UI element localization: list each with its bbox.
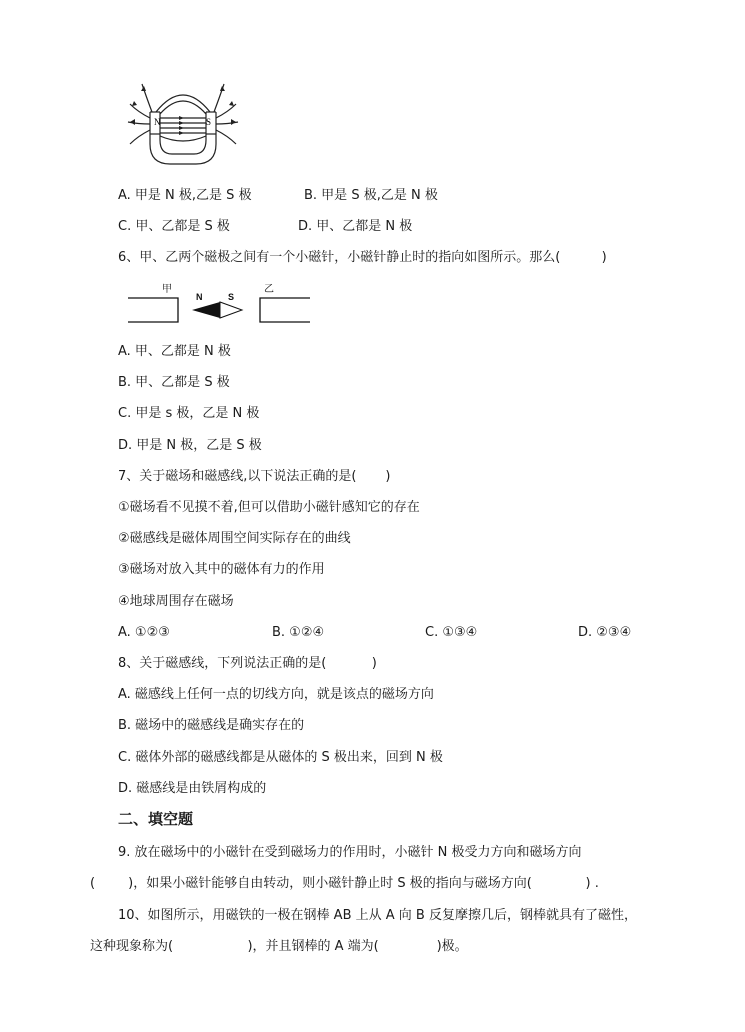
right-pole-label: 乙 [264,284,274,295]
q5-option-c: C. 甲、乙都是 S 极 [118,219,230,234]
q6-option-d: D. 甲是 N 极，乙是 S 极 [118,438,262,453]
q7-option-b: B. ①②④ [272,625,325,640]
q5-option-a: A. 甲是 N 极,乙是 S 极 [118,188,252,203]
q7-statement-2: ②磁感线是磁体周围空间实际存在的曲线 [118,531,351,546]
poles-needle-diagram [124,280,314,326]
q9-line-1: 9. 放在磁场中的小磁针在受到磁场力的作用时，小磁针 N 极受力方向和磁场方向 [118,845,582,860]
q8-option-c: C. 磁体外部的磁感线都是从磁体的 S 极出来，回到 N 极 [118,750,443,765]
q8-option-d: D. 磁感线是由铁屑构成的 [118,781,267,796]
n-pole-label: N [154,117,161,127]
q7-statement-3: ③磁场对放入其中的磁体有力的作用 [118,562,325,577]
q6-stem: 6、甲、乙两个磁极之间有一个小磁针，小磁针静止时的指向如图所示。那么( ) [118,250,607,265]
q5-option-b: B. 甲是 S 极,乙是 N 极 [304,188,438,203]
q6-option-a: A. 甲、乙都是 N 极 [118,344,231,359]
section-heading-fill-blank: 二、填空题 [118,810,194,828]
s-pole-label: S [206,117,212,127]
q7-statement-4: ④地球周围存在磁场 [118,594,234,609]
q7-option-d: D. ②③④ [578,625,632,640]
q8-stem: 8、关于磁感线，下列说法正确的是( ) [118,656,377,671]
q10-line-2: 这种现象称为( )，并且钢棒的 A 端为( )极。 [90,939,468,954]
q7-option-c: C. ①③④ [425,625,478,640]
q5-option-d: D. 甲、乙都是 N 极 [298,219,413,234]
q10-line-1: 10、如图所示，用磁铁的一极在钢棒 AB 上从 A 向 B 反复摩擦几后，钢棒就具有了磁性， [118,908,637,923]
q6-option-b: B. 甲、乙都是 S 极 [118,375,230,390]
u-magnet-field-diagram [124,74,242,170]
q9-line-2: ( )，如果小磁针能够自由转动，则小磁针静止时 S 极的指向与磁场方向( ) . [90,876,599,891]
needle-s-label: S [228,292,235,302]
left-pole-label: 甲 [162,284,172,295]
q7-option-a: A. ①②③ [118,625,170,640]
q8-option-a: A. 磁感线上任何一点的切线方向，就是该点的磁场方向 [118,687,434,702]
needle-n-label: N [196,292,203,302]
q8-option-b: B. 磁场中的磁感线是确实存在的 [118,718,305,733]
q7-stem: 7、关于磁场和磁感线,以下说法正确的是( ) [118,469,391,484]
q6-option-c: C. 甲是 s 极，乙是 N 极 [118,406,260,421]
q7-statement-1: ①磁场看不见摸不着,但可以借助小磁针感知它的存在 [118,500,420,515]
